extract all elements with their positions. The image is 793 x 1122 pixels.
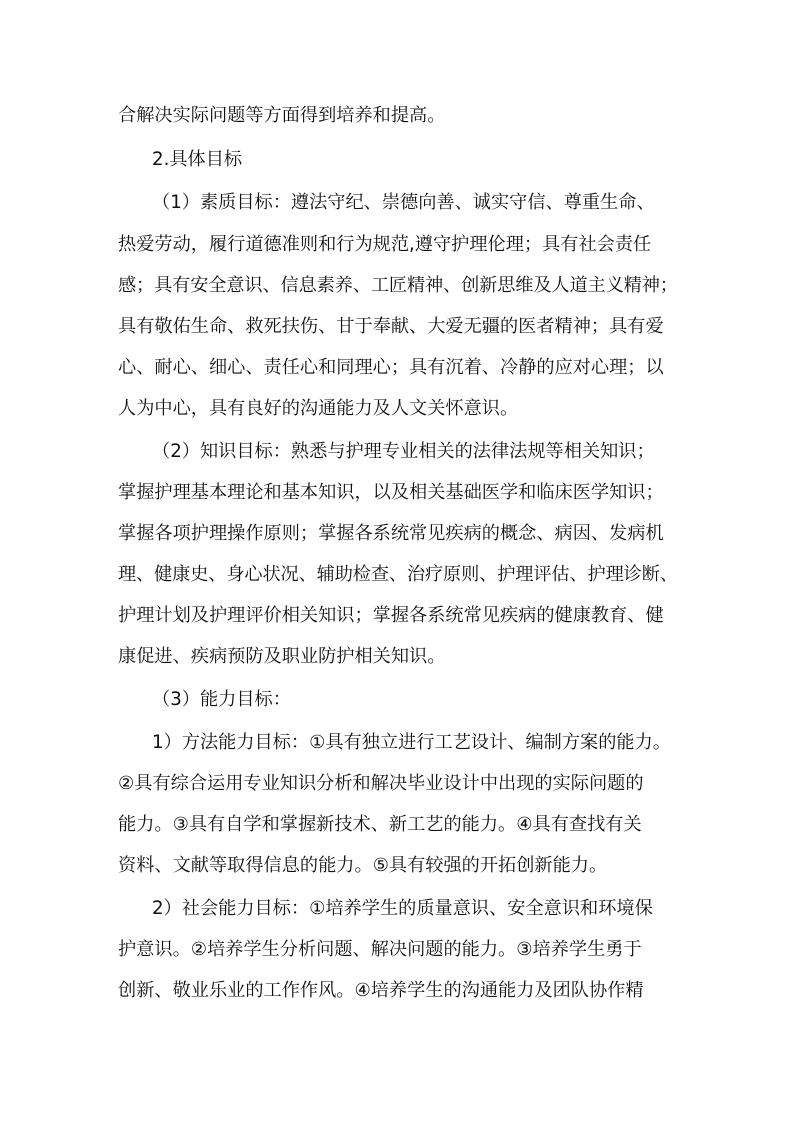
text-line: 资料、文献等取得信息的能力。⑤具有较强的开拓创新能力。 [118, 855, 608, 876]
text-line: 能力。③具有自学和掌握新技术、新工艺的能力。④具有查找有关 [118, 814, 642, 835]
text-line: 合解决实际问题等方面得到培养和提高。 [118, 105, 446, 126]
text-line: 2）社会能力目标：①培养学生的质量意识、安全意识和环境保 [152, 898, 653, 919]
text-line: 感；具有安全意识、信息素养、工匠精神、创新思维及人道主义精神； [118, 275, 678, 296]
text-line: 1）方法能力目标：①具有独立进行工艺设计、编制方案的能力。 [152, 732, 671, 753]
text-line: 康促进、疾病预防及职业防护相关知识。 [118, 646, 446, 667]
text-line: 护理计划及护理评价相关知识；掌握各系统常见疾病的健康教育、健 [118, 605, 664, 626]
text-line: （2）知识目标：熟悉与护理专业相关的法律法规等相关知识； [152, 441, 655, 462]
text-line: 人为中心，具有良好的沟通能力及人文关怀意识。 [118, 398, 519, 419]
text-line: ②具有综合运用专业知识分析和解决毕业设计中出现的实际问题的 [118, 773, 644, 794]
text-line: 掌握护理基本理论和基本知识，以及相关基础医学和临床医学知识； [118, 482, 664, 503]
text-line: （1）素质目标：遵法守纪、崇德向善、诚实守信、尊重生命、 [152, 192, 655, 213]
text-line: 理、健康史、身心状况、辅助检查、治疗原则、护理评估、护理诊断、 [118, 564, 678, 585]
text-line: 热爱劳动，履行道德准则和行为规范,遵守护理伦理；具有社会责任 [118, 234, 652, 255]
text-line: 掌握各项护理操作原则；掌握各系统常见疾病的概念、病因、发病机 [118, 523, 664, 544]
text-line: 护意识。②培养学生分析问题、解决问题的能力。③培养学生勇于 [118, 939, 642, 960]
text-line: 具有敬佑生命、救死扶伤、甘于奉献、大爱无疆的医者精神；具有爱 [118, 316, 664, 337]
text-line: 创新、敬业乐业的工作作风。④培养学生的沟通能力及团队协作精 [118, 980, 644, 1001]
section-heading: 2.具体目标 [152, 149, 243, 170]
text-line: （3）能力目标： [152, 689, 291, 710]
text-line: 心、耐心、细心、责任心和同理心；具有沉着、冷静的应对心理；以 [118, 357, 664, 378]
